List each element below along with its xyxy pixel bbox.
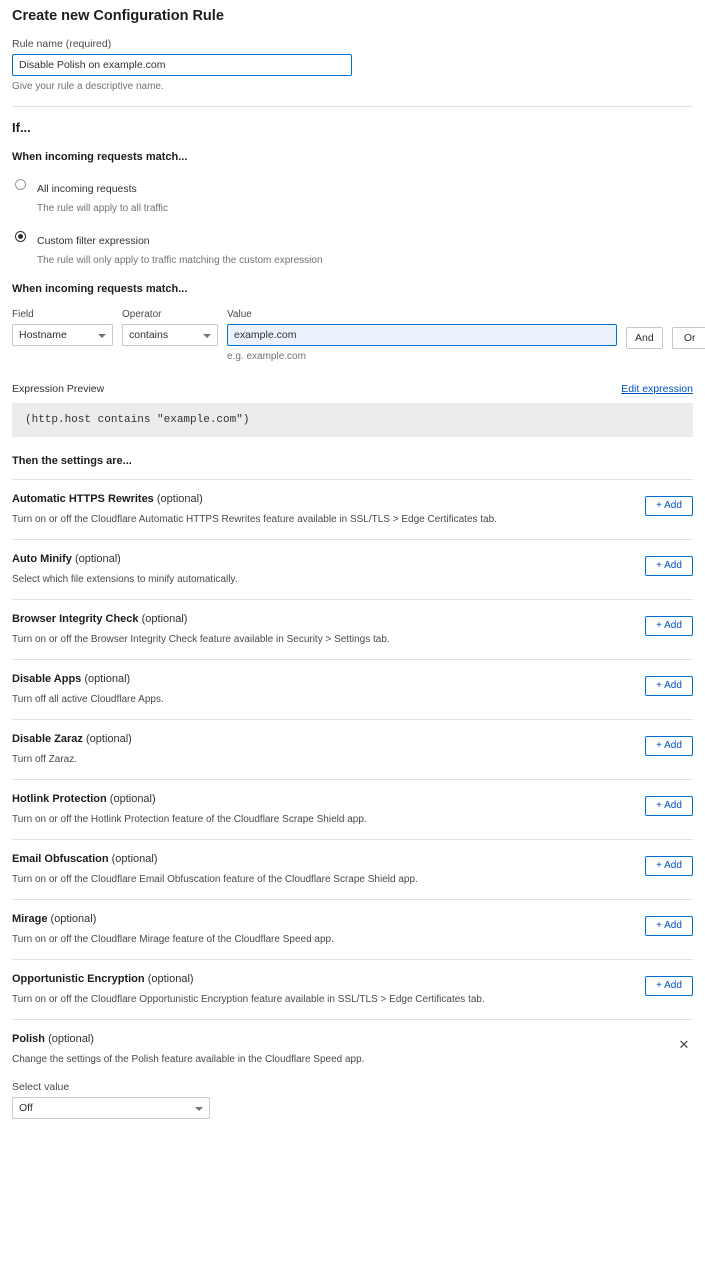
setting-description: Turn on or off the Hotlink Protection feature of the Cloudflare Scrape Shield app. xyxy=(12,814,367,826)
operator-select[interactable] xyxy=(122,324,218,346)
or-button[interactable]: Or xyxy=(672,327,705,349)
radio-desc-custom-filter: The rule will only apply to traffic matching the custom expression xyxy=(37,254,323,266)
setting-title: Mirage xyxy=(12,913,48,926)
add-setting-button[interactable]: + Add xyxy=(645,856,693,876)
setting-row xyxy=(12,719,693,779)
chevron-down-icon xyxy=(98,334,106,338)
close-icon[interactable]: ✕ xyxy=(678,1037,690,1053)
add-setting-button[interactable]: + Add xyxy=(645,676,693,696)
setting-title: Disable Zaraz xyxy=(12,733,83,746)
setting-optional: (optional) xyxy=(109,793,156,806)
setting-optional: (optional) xyxy=(111,853,158,866)
radio-icon-custom-filter[interactable] xyxy=(15,231,26,242)
expression-preview-header xyxy=(12,383,693,395)
and-button[interactable]: And xyxy=(626,327,663,349)
add-setting-button[interactable]: + Add xyxy=(645,796,693,816)
expression-preview-box: (http.host contains "example.com") xyxy=(12,403,693,437)
polish-value-select-value: Off xyxy=(19,1102,33,1115)
setting-row xyxy=(12,899,693,959)
setting-optional: (optional) xyxy=(48,1033,94,1046)
field-select[interactable] xyxy=(12,324,113,346)
setting-title: Disable Apps xyxy=(12,673,82,686)
setting-optional: (optional) xyxy=(141,613,188,626)
polish-value-select[interactable] xyxy=(12,1097,210,1119)
add-setting-button[interactable]: + Add xyxy=(645,976,693,996)
chevron-down-icon xyxy=(203,334,211,338)
rule-name-help: Give your rule a descriptive name. xyxy=(12,81,164,92)
setting-optional: (optional) xyxy=(50,913,97,926)
setting-description: Turn on or off the Browser Integrity Check feature available in Security > Settings tab. xyxy=(12,634,390,646)
page-title: Create new Configuration Rule xyxy=(12,8,224,24)
setting-row xyxy=(12,779,693,839)
radio-option-all-requests[interactable] xyxy=(12,177,693,215)
filter-subheading: When incoming requests match... xyxy=(12,283,188,296)
setting-row xyxy=(12,479,693,539)
add-setting-button[interactable]: + Add xyxy=(645,496,693,516)
setting-description: Turn on or off the Cloudflare Mirage feature of the Cloudflare Speed app. xyxy=(12,934,334,946)
setting-title: Hotlink Protection xyxy=(12,793,107,806)
setting-title: Automatic HTTPS Rewrites xyxy=(12,493,154,506)
value-column-label: Value xyxy=(227,309,252,321)
radio-icon-all-requests[interactable] xyxy=(15,179,26,190)
chevron-down-icon xyxy=(195,1107,203,1111)
setting-row xyxy=(12,839,693,899)
edit-expression-link[interactable]: Edit expression xyxy=(621,383,693,396)
radio-desc-all-requests: The rule will apply to all traffic xyxy=(37,202,168,214)
radio-option-custom-filter[interactable] xyxy=(12,229,693,267)
setting-title: Opportunistic Encryption xyxy=(12,973,145,986)
setting-description: Change the settings of the Polish feature available in the Cloudflare Speed app. xyxy=(12,1054,365,1066)
value-input[interactable] xyxy=(227,324,617,346)
if-heading: If... xyxy=(12,120,31,135)
settings-list xyxy=(12,479,693,1145)
setting-description: Turn on or off the Cloudflare Automatic HTTPS Rewrites feature available in SSL/TLS > Edge Certificates tab. xyxy=(12,514,497,526)
setting-title: Browser Integrity Check xyxy=(12,613,139,626)
setting-description: Turn off Zaraz. xyxy=(12,754,78,766)
value-hint: e.g. example.com xyxy=(227,351,306,363)
add-setting-button[interactable]: + Add xyxy=(645,736,693,756)
rule-name-input[interactable] xyxy=(12,54,352,76)
setting-row xyxy=(12,659,693,719)
setting-description: Turn on or off the Cloudflare Opportunistic Encryption feature available in SSL/TLS > Edge Certificates tab. xyxy=(12,994,485,1006)
add-setting-button[interactable]: + Add xyxy=(645,556,693,576)
setting-description: Turn off all active Cloudflare Apps. xyxy=(12,694,164,706)
if-subheading: When incoming requests match... xyxy=(12,151,188,163)
filter-builder-row xyxy=(12,309,696,363)
radio-label-all-requests: All incoming requests xyxy=(37,183,137,195)
setting-description: Turn on or off the Cloudflare Email Obfuscation feature of the Cloudflare Scrape Shield app. xyxy=(12,874,418,886)
setting-row-polish xyxy=(12,1019,693,1145)
setting-optional: (optional) xyxy=(85,733,132,746)
setting-row xyxy=(12,599,693,659)
setting-row xyxy=(12,959,693,1019)
setting-optional: (optional) xyxy=(74,553,121,566)
rule-name-label: Rule name (required) xyxy=(12,38,112,50)
expression-preview-label: Expression Preview xyxy=(12,383,105,396)
operator-select-value: contains xyxy=(129,329,169,342)
setting-title: Auto Minify xyxy=(12,553,72,566)
add-setting-button[interactable]: + Add xyxy=(645,616,693,636)
field-column-label: Field xyxy=(12,309,34,321)
field-select-value: Hostname xyxy=(19,329,67,342)
setting-optional: (optional) xyxy=(156,493,203,506)
then-heading: Then the settings are... xyxy=(12,455,132,468)
setting-optional: (optional) xyxy=(147,973,194,986)
setting-row xyxy=(12,539,693,599)
operator-column-label: Operator xyxy=(122,309,162,321)
add-setting-button[interactable]: + Add xyxy=(645,916,693,936)
setting-description: Select which file extensions to minify automatically. xyxy=(12,574,238,586)
divider-top xyxy=(12,106,693,107)
setting-optional: (optional) xyxy=(84,673,131,686)
polish-select-label: Select value xyxy=(12,1081,70,1094)
setting-title: Email Obfuscation xyxy=(12,853,109,866)
radio-label-custom-filter: Custom filter expression xyxy=(37,235,150,248)
setting-title: Polish xyxy=(12,1033,46,1046)
